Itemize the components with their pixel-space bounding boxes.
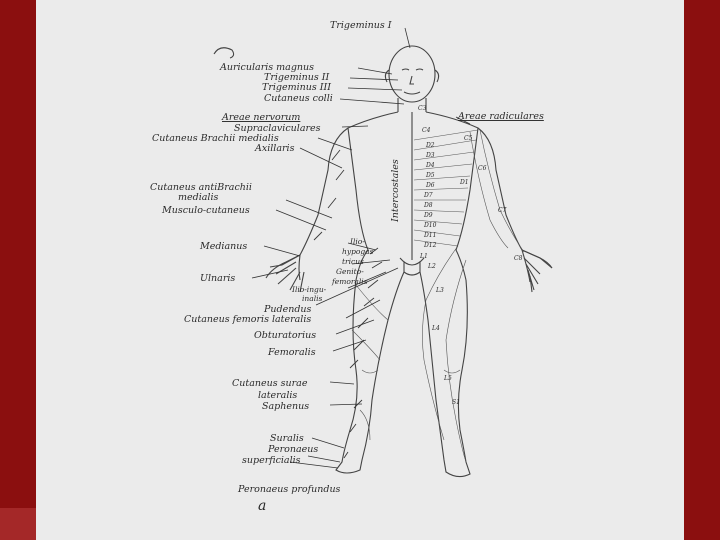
label-trigeminus-2: Trigeminus II — [264, 72, 330, 83]
label-antibrachii-2: medialis — [178, 192, 219, 203]
corner-circle-mark — [214, 48, 234, 58]
seg-s1: S1 — [452, 399, 460, 406]
label-femoris-lateralis: Cutaneus femoris lateralis — [184, 314, 312, 325]
seg-d9: D9 — [424, 212, 433, 219]
right-ear — [435, 70, 439, 82]
face-features — [402, 69, 423, 94]
label-saphenus: Saphenus — [262, 401, 310, 412]
seg-d12: D12 — [424, 242, 437, 249]
seg-l5: L5 — [444, 375, 452, 382]
seg-d2: D2 — [426, 142, 435, 149]
seg-l4: L4 — [432, 325, 440, 332]
label-obturatorius: Obturatorius — [254, 330, 317, 341]
right-hand — [522, 250, 552, 292]
seg-d11: D11 — [424, 232, 437, 239]
label-lateralis: lateralis — [258, 390, 298, 401]
label-ulnaris: Ulnaris — [200, 273, 236, 284]
label-areae-nervorum: Areae nervorum — [222, 112, 301, 123]
figure-letter: a — [258, 498, 267, 514]
label-intercostales: Intercostales — [390, 159, 401, 222]
label-medianus: Medianus — [200, 241, 248, 252]
seg-d4: D4 — [426, 162, 435, 169]
segment-bands — [414, 130, 524, 462]
label-cutaneus-colli: Cutaneus colli — [264, 93, 333, 104]
label-cutaneus-surae: Cutaneus surae — [232, 378, 308, 389]
label-musculo-cutaneus: Musculo-cutaneus — [162, 205, 250, 216]
seg-d10: D10 — [424, 222, 437, 229]
label-trigeminus-1: Trigeminus I — [330, 20, 392, 31]
segment-labels — [418, 105, 523, 406]
label-peronaeus: Peronaeus — [268, 444, 319, 455]
label-peronaeus-profundus: Peronaeus profundus — [238, 484, 341, 495]
label-pudendus: Pudendus — [264, 304, 312, 315]
seg-l2: L2 — [428, 263, 436, 270]
seg-d5: D5 — [426, 172, 435, 179]
seg-d7: D7 — [424, 192, 433, 199]
label-antibrachii-1: Cutaneus antiBrachii — [150, 182, 252, 193]
label-ilio: Ilio- — [350, 237, 365, 246]
seg-c6: C6 — [478, 165, 487, 172]
left-ear — [385, 70, 389, 82]
seg-c5: C5 — [464, 135, 473, 142]
label-areae-radiculares: Areae radiculares — [458, 111, 544, 122]
seg-c3: C3 — [418, 105, 427, 112]
label-hypogas: hypogas — [342, 247, 374, 256]
seg-c7: C7 — [498, 207, 507, 214]
label-tricus: tricus — [342, 257, 364, 266]
nerve-area-hatching — [314, 150, 388, 458]
label-femoralis-g: femoralis — [332, 277, 368, 286]
label-trigeminus-3: Trigeminus III — [262, 82, 332, 93]
label-supraclaviculares: Supraclaviculares — [234, 123, 321, 134]
seg-c4: C4 — [422, 127, 431, 134]
seg-l3: L3 — [436, 287, 444, 294]
label-superficialis: superficialis — [242, 455, 301, 466]
label-ilioing-2: inalis — [302, 294, 323, 303]
label-auricularis: Auricularis magnus — [220, 62, 315, 73]
seg-d6: D6 — [426, 182, 435, 189]
left-arm-outline — [266, 112, 398, 280]
seg-d3: D3 — [426, 152, 435, 159]
label-femoralis: Femoralis — [268, 347, 316, 358]
label-ilioing-1: Ilio-ingu- — [292, 285, 327, 294]
seg-d1: D1 — [460, 179, 469, 186]
label-brachii-medialis: Cutaneus Brachii medialis — [152, 133, 279, 144]
seg-l1: L1 — [420, 253, 428, 260]
seg-d8: D8 — [424, 202, 433, 209]
label-genito: Genito- — [336, 267, 364, 276]
seg-c8: C8 — [514, 255, 523, 262]
label-axillaris: Axillaris — [255, 143, 295, 154]
right-torso-outline — [456, 128, 478, 280]
label-suralis: Suralis — [270, 433, 304, 444]
right-arm-outline — [426, 112, 552, 282]
